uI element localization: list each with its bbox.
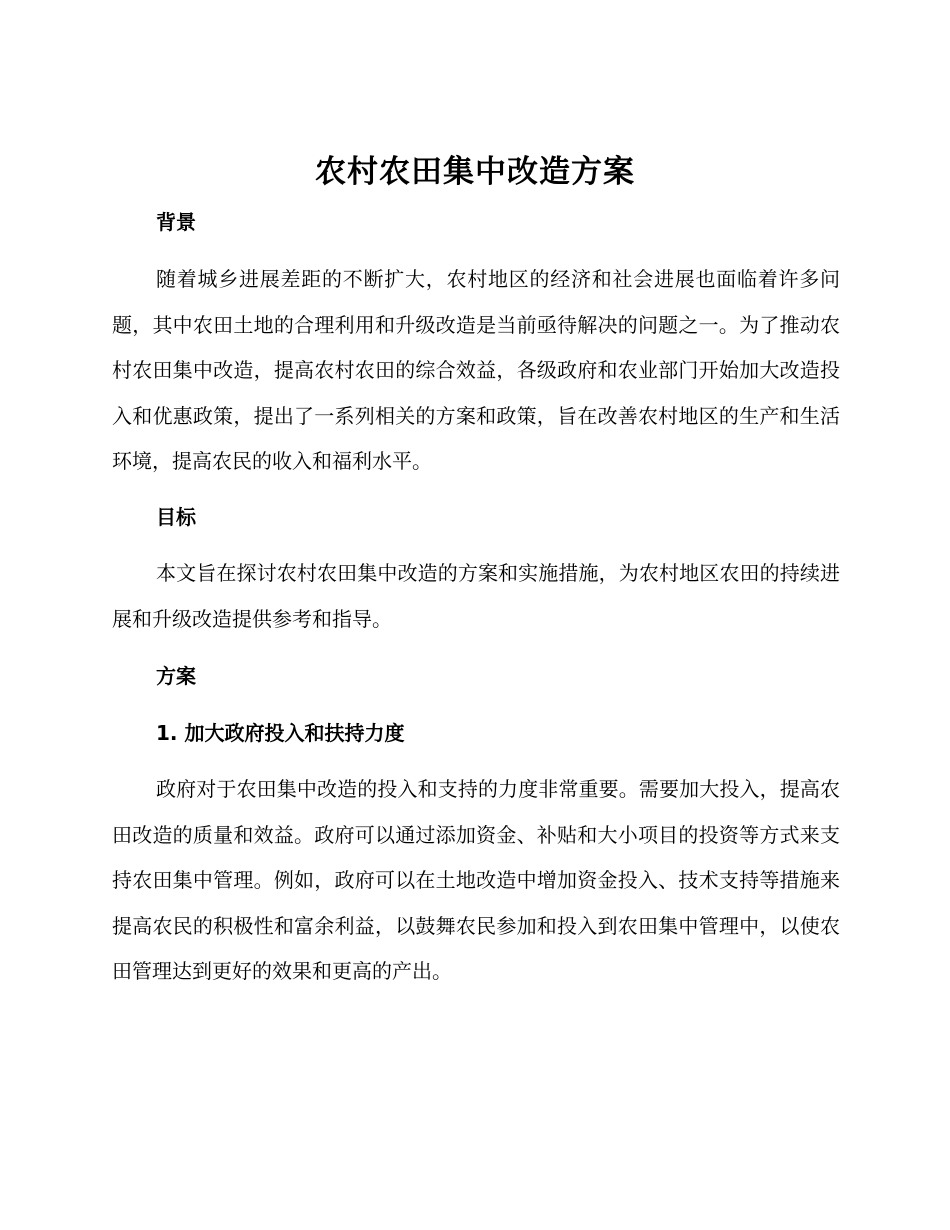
section-heading-plan: 方案	[156, 664, 196, 688]
section-heading-background: 背景	[156, 210, 196, 234]
section-heading-goal: 目标	[156, 505, 196, 529]
paragraph-subsection-1: 政府对于农田集中改造的投入和支持的力度非常重要。需要加大投入，提高农田改造的质量和效益。政府可以通过添加资金、补贴和大小项目的投资等方式来支持农田集中管理。例如，政府可以在土地改造中增加资金投入、技术支持等措施来提高农民的积极性和富余利益，以鼓舞农民参加和投入到农田集中管理中，以使农田管理达到更好的效果和更高的产出。	[112, 777, 840, 984]
paragraph-background: 随着城乡进展差距的不断扩大，农村地区的经济和社会进展也面临着许多问题，其中农田土地的合理利用和升级改造是当前亟待解决的问题之一。为了推动农村农田集中改造，提高农村农田的综合效益，各级政府和农业部门开始加大改造投入和优惠政策，提出了一系列相关的方案和政策，旨在改善农村地区的生产和生活环境，提高农民的收入和福利水平。	[112, 267, 840, 474]
subsection-heading-1: 1. 加大政府投入和扶持力度	[156, 721, 405, 745]
paragraph-goal: 本文旨在探讨农村农田集中改造的方案和实施措施，为农村地区农田的持续进展和升级改造提供参考和指导。	[112, 561, 840, 631]
document-title: 农村农田集中改造方案	[315, 154, 635, 190]
